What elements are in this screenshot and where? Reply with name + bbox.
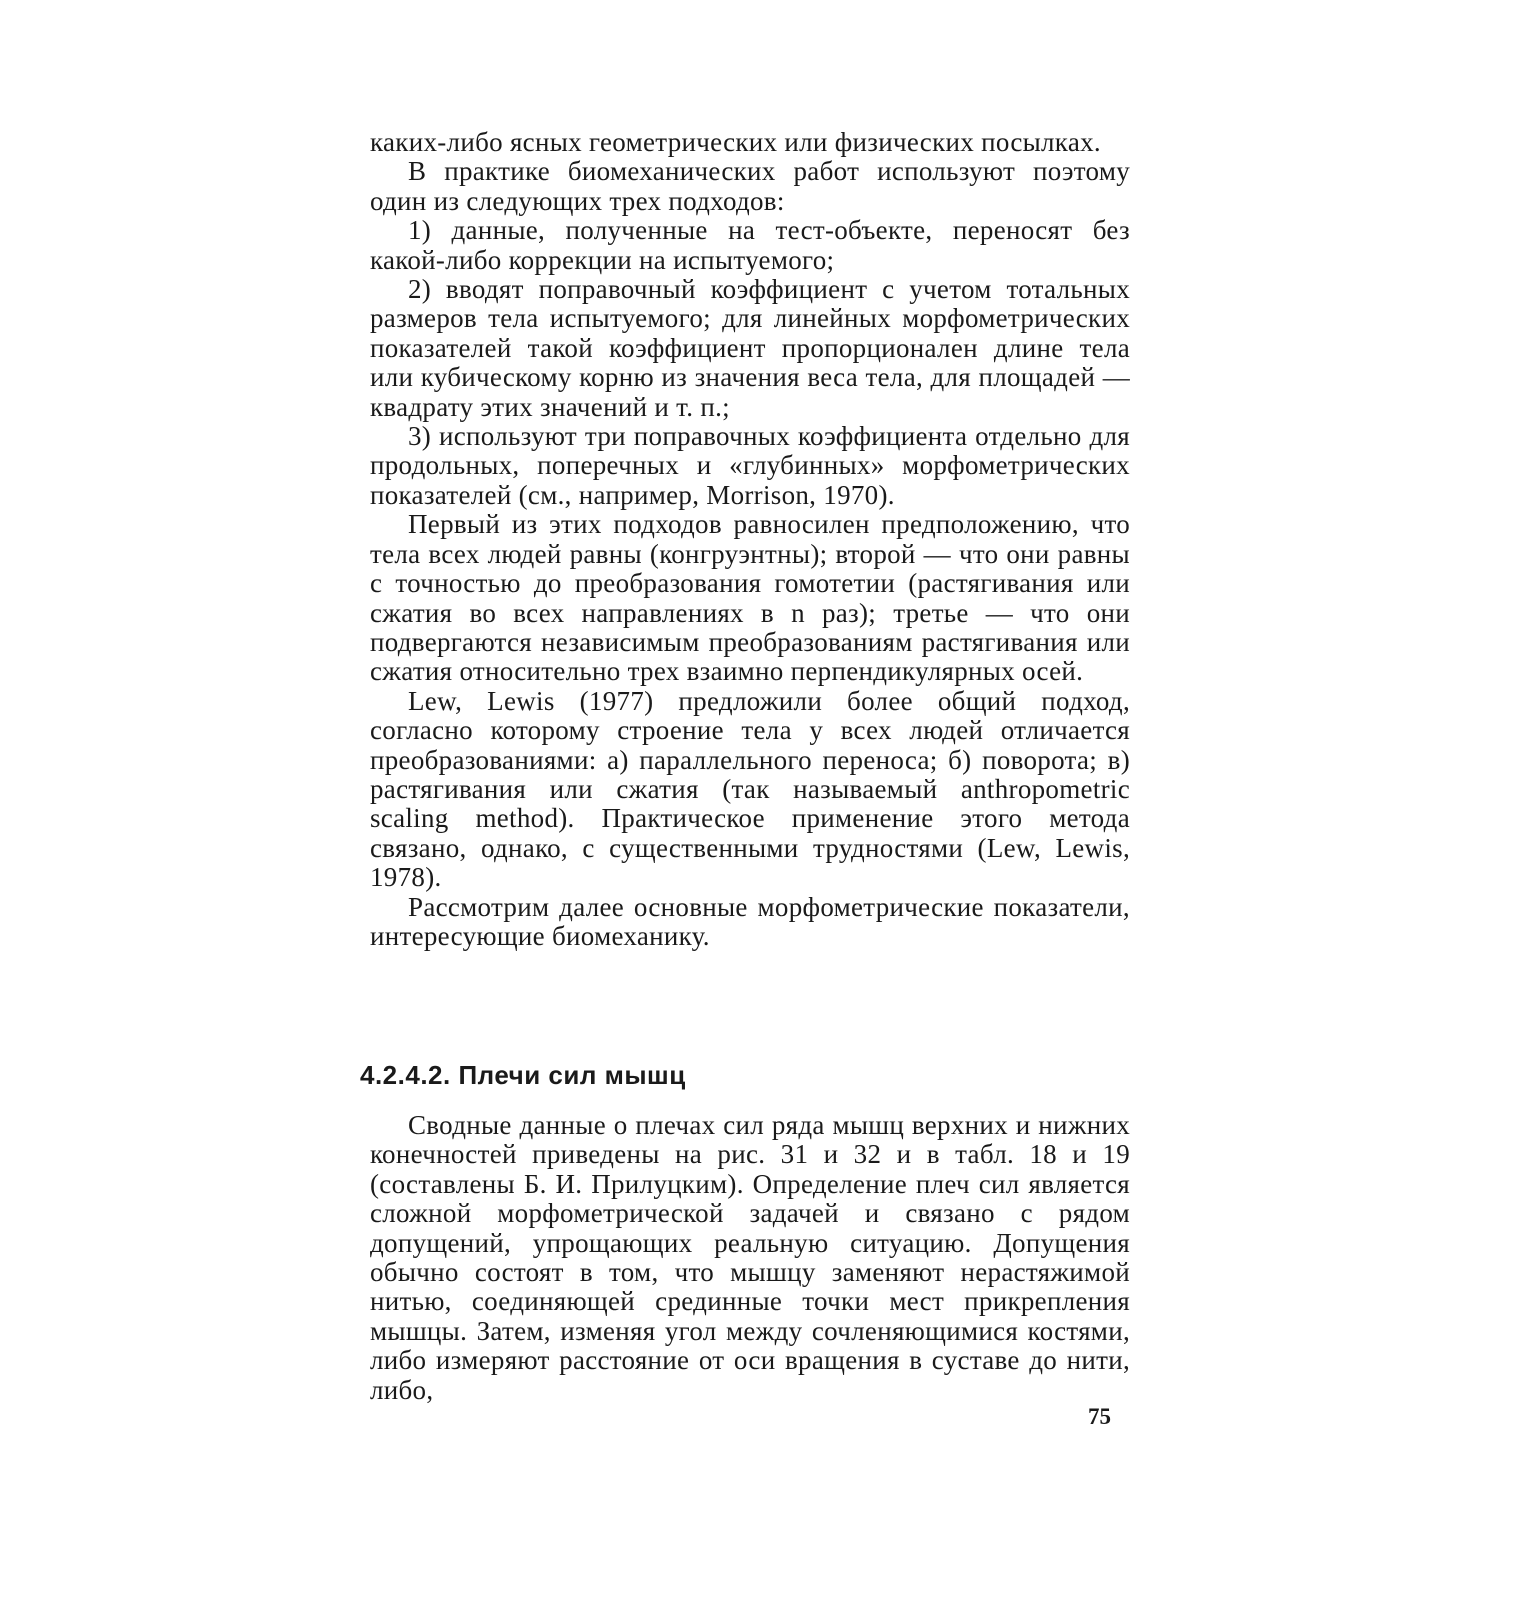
list-item-approach-2: 2) вводят поправочный коэффициент с учетом тотальных размеров тела испытуемого; для линейных морфометрических показателей такой коэффициент пропорционален длине тела или кубическому корню из значения веса тела, для площадей — квадрату этих значений и т. п.;: [370, 274, 1130, 422]
list-item-approach-1: 1) данные, полученные на тест-объекте, переносят без какой-либо коррекции на испытуемого;: [370, 215, 1130, 275]
page-number: 75: [1088, 1404, 1111, 1429]
paragraph-approaches-meaning: Первый из этих подходов равносилен предположению, что тела всех людей равны (конгруэнтны); второй — что они равны с точностью до преобразования гомотетии (растягивания или сжатия во всех направлениях в n раз); третье — что они подвергаются независимым преобразованиям растягивания или сжатия относительно трех взаимно перпендикулярных осей.: [370, 509, 1130, 687]
section-heading: 4.2.4.2. Плечи сил мышц: [360, 1060, 686, 1090]
body-text-top: [370, 128, 1130, 951]
list-item-approach-3: 3) используют три поправочных коэффициента отдельно для продольных, поперечных и «глубинных» морфометрических показателей (см., например, Morrison, 1970).: [370, 421, 1130, 510]
paragraph-continuation: каких-либо ясных геометрических или физических посылках.: [370, 127, 1101, 157]
paragraph-muscle-moment-arms: Сводные данные о плечах сил ряда мышц верхних и нижних конечностей приведены на рис. 31 и 32 и в табл. 18 и 19 (составлены Б. И. Прилуцким). Определение плеч сил является сложной морфометрической задачей и связано с рядом допущений, упрощающих реальную ситуацию. Допущения обычно состоят в том, что мышцу заменяют нерастяжимой нитью, соединяющей срединные точки мест прикрепления мышцы. Затем, изменяя угол между сочленяющимися костями, либо измеряют расстояние от оси вращения в суставе до нити, либо,: [370, 1110, 1130, 1405]
body-text-bottom: [370, 1111, 1130, 1405]
paragraph-lew-lewis: Lew, Lewis (1977) предложили более общий подход, согласно которому строение тела у всех людей отличается преобразованиями: а) параллельного переноса; б) поворота; в) растягивания или сжатия (так называемый anthropometric scaling method). Практическое применение этого метода связано, однако, с существенными трудностями (Lew, Lewis, 1978).: [370, 685, 1130, 893]
paragraph-next-topic: Рассмотрим далее основные морфометрические показатели, интересующие биомеханику.: [370, 891, 1130, 951]
paragraph-approaches-intro: В практике биомеханических работ используют поэтому один из следующих трех подходов:: [370, 156, 1130, 216]
